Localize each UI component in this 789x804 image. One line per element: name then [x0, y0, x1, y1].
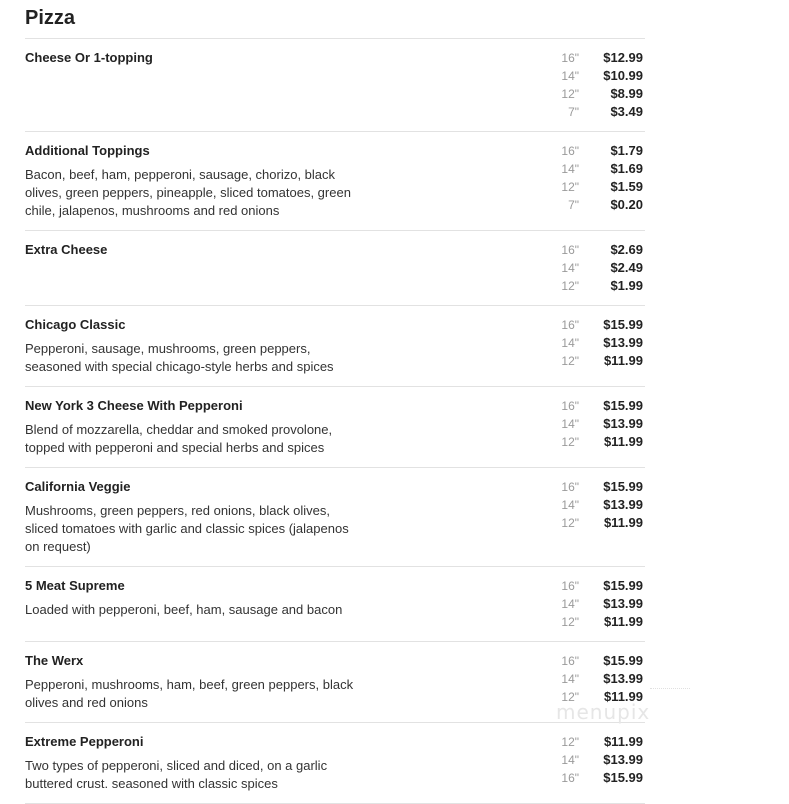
menu-item-prices — [557, 316, 643, 376]
price-row — [557, 613, 643, 631]
menu-item — [25, 386, 645, 467]
menu-item-description: Two types of pepperoni, sliced and diced, on a garlic buttered crust. seasoned with classic spices — [25, 758, 328, 791]
size-label: 14" — [561, 261, 579, 275]
size-label: 14" — [561, 417, 579, 431]
price-value: $2.49 — [610, 260, 643, 275]
price-value: $15.99 — [603, 479, 643, 494]
size-label: 16" — [561, 399, 579, 413]
size-label: 14" — [561, 753, 579, 767]
size-label: 16" — [561, 51, 579, 65]
menu-item-text — [25, 397, 365, 457]
price-row — [557, 751, 643, 769]
price-row — [557, 415, 643, 433]
menu-item-description: Loaded with pepperoni, beef, ham, sausage and bacon — [25, 602, 343, 617]
price-value: $12.99 — [603, 50, 643, 65]
price-value: $8.99 — [610, 86, 643, 101]
price-row — [557, 352, 643, 370]
menu-item-prices — [557, 478, 643, 556]
menu-item-prices — [557, 49, 643, 121]
price-value: $11.99 — [603, 353, 643, 368]
price-value: $15.99 — [603, 653, 643, 668]
menu-item-description: Blend of mozzarella, cheddar and smoked provolone, topped with pepperoni and special herbs and spices — [25, 422, 333, 455]
price-value: $1.99 — [610, 278, 643, 293]
price-value: $10.99 — [603, 68, 643, 83]
menu-item — [25, 467, 645, 566]
menu-item-prices — [557, 397, 643, 457]
size-label: 12" — [561, 279, 579, 293]
price-value: $13.99 — [603, 416, 643, 431]
watermark-decoration — [650, 688, 690, 689]
price-value: $1.59 — [610, 179, 643, 194]
menu-item — [25, 230, 645, 305]
menu-item-prices — [557, 241, 643, 295]
size-label: 12" — [561, 354, 579, 368]
price-value: $0.20 — [610, 197, 643, 212]
menu-item-name: New York 3 Cheese With Pepperoni — [25, 398, 243, 413]
price-value: $11.99 — [603, 614, 643, 629]
price-row — [557, 241, 643, 259]
menu-item-text — [25, 49, 365, 121]
price-value: $13.99 — [603, 671, 643, 686]
section-title: Pizza — [25, 7, 76, 29]
size-label: 16" — [561, 771, 579, 785]
menu-item-name: Additional Toppings — [25, 143, 150, 158]
price-row — [557, 142, 643, 160]
menu-item — [25, 641, 645, 722]
menu-item-text — [25, 733, 365, 793]
menu-item-text — [25, 241, 365, 295]
price-row — [557, 49, 643, 67]
price-row — [557, 397, 643, 415]
price-row — [557, 652, 643, 670]
menu-item-text — [25, 316, 365, 376]
price-value: $13.99 — [603, 596, 643, 611]
price-value: $13.99 — [603, 752, 643, 767]
price-value: $11.99 — [603, 434, 643, 449]
menu-item-text — [25, 652, 365, 712]
size-label: 14" — [561, 162, 579, 176]
menu-item-name: Cheese Or 1-topping — [25, 50, 153, 65]
size-label: 14" — [561, 336, 579, 350]
price-value: $15.99 — [603, 398, 643, 413]
price-value: $3.49 — [610, 104, 643, 119]
price-value: $15.99 — [603, 770, 643, 785]
size-label: 14" — [561, 498, 579, 512]
size-label: 14" — [561, 69, 579, 83]
menu-item-name: Extra Cheese — [25, 242, 108, 257]
menu-item-name: Extreme Pepperoni — [25, 734, 144, 749]
menu-item-prices — [557, 577, 643, 631]
menu-item — [25, 131, 645, 230]
menu-item — [25, 566, 645, 641]
price-value: $11.99 — [603, 734, 643, 749]
price-row — [557, 577, 643, 595]
menu-item-prices — [557, 733, 643, 793]
menu-item-text — [25, 478, 365, 556]
menu-item-description: Pepperoni, mushrooms, ham, beef, green peppers, black olives and red onions — [25, 677, 354, 710]
size-label: 12" — [561, 435, 579, 449]
menu-item-description: Pepperoni, sausage, mushrooms, green peppers, seasoned with special chicago-style herbs and spices — [25, 341, 334, 374]
price-value: $2.69 — [610, 242, 643, 257]
price-row — [557, 595, 643, 613]
price-row — [557, 178, 643, 196]
size-label: 12" — [561, 690, 579, 704]
price-row — [557, 103, 643, 121]
menu-item-description: Mushrooms, green peppers, red onions, black olives, sliced tomatoes with garlic and classic spices (jalapenos on request) — [25, 503, 349, 554]
menu-item-text — [25, 577, 365, 631]
size-label: 12" — [561, 735, 579, 749]
size-label: 16" — [561, 654, 579, 668]
price-row — [557, 478, 643, 496]
menu-item-list — [25, 38, 645, 804]
price-value: $1.79 — [610, 143, 643, 158]
menu-item-name: The Werx — [25, 653, 84, 668]
price-row — [557, 433, 643, 451]
price-row — [557, 769, 643, 787]
price-row — [557, 670, 643, 688]
menu-item — [25, 305, 645, 386]
price-value: $15.99 — [603, 578, 643, 593]
price-row — [557, 334, 643, 352]
menu-item-description: Bacon, beef, ham, pepperoni, sausage, chorizo, black olives, green peppers, pineapple, sliced tomatoes, green chile, jalapenos, mushrooms and red onions — [25, 167, 351, 218]
size-label: 14" — [561, 597, 579, 611]
size-label: 16" — [561, 243, 579, 257]
price-row — [557, 160, 643, 178]
menu-item-name: California Veggie — [25, 479, 131, 494]
menu-item — [25, 722, 645, 804]
size-label: 12" — [561, 516, 579, 530]
price-value: $15.99 — [603, 317, 643, 332]
price-value: $1.69 — [610, 161, 643, 176]
price-row — [557, 196, 643, 214]
size-label: 12" — [561, 180, 579, 194]
price-row — [557, 67, 643, 85]
size-label: 16" — [561, 144, 579, 158]
menu-item — [25, 38, 645, 131]
price-row — [557, 316, 643, 334]
size-label: 7" — [568, 198, 579, 212]
price-value: $11.99 — [603, 689, 643, 704]
price-row — [557, 733, 643, 751]
price-row — [557, 259, 643, 277]
price-value: $11.99 — [603, 515, 643, 530]
size-label: 7" — [568, 105, 579, 119]
price-row — [557, 277, 643, 295]
price-value: $13.99 — [603, 335, 643, 350]
price-value: $13.99 — [603, 497, 643, 512]
size-label: 12" — [561, 615, 579, 629]
price-row — [557, 85, 643, 103]
menu-item-text — [25, 142, 365, 220]
watermark-logo: menupix — [556, 700, 651, 724]
size-label: 16" — [561, 480, 579, 494]
menu-item-name: Chicago Classic — [25, 317, 126, 332]
price-row — [557, 496, 643, 514]
price-row — [557, 514, 643, 532]
size-label: 16" — [561, 318, 579, 332]
menu-item-name: 5 Meat Supreme — [25, 578, 125, 593]
size-label: 12" — [561, 87, 579, 101]
size-label: 14" — [561, 672, 579, 686]
menu-section — [25, 6, 645, 804]
menu-item-prices — [557, 142, 643, 220]
size-label: 16" — [561, 579, 579, 593]
